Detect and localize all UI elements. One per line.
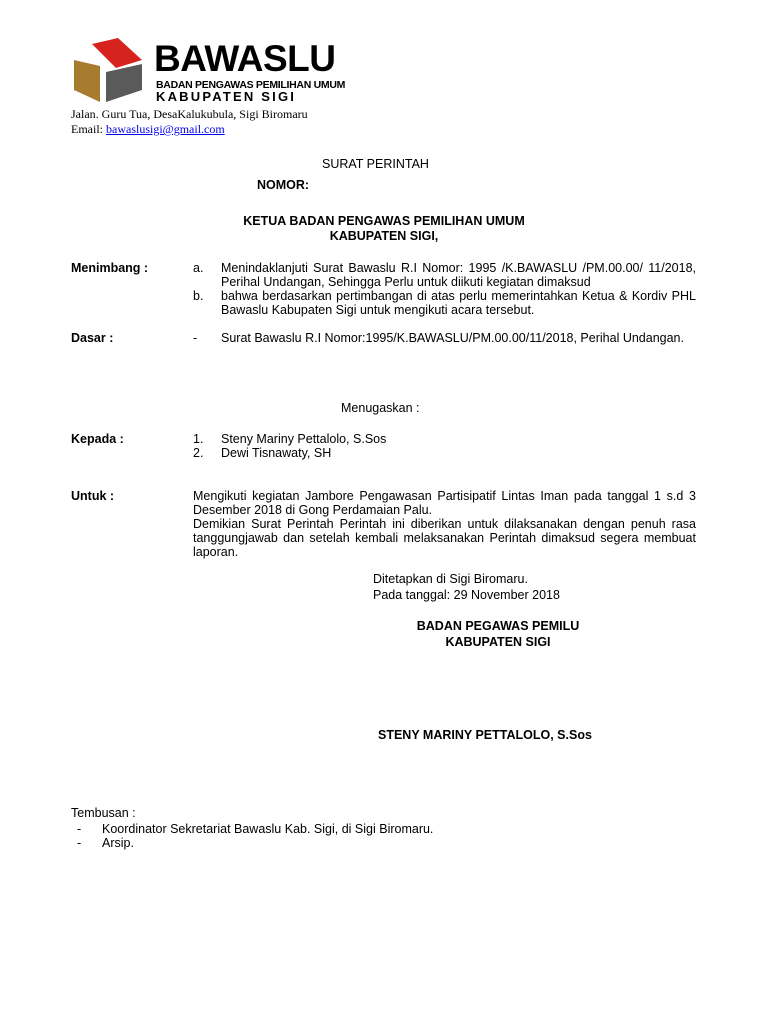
item-text: Menindaklanjuti Surat Bawaslu R.I Nomor: 1995 /K.BAWASLU /PM.00.00/ 11/2018, Perihal Undangan, Sehingga Perlu untuk diikuti kegiatan dimaksud — [221, 261, 696, 289]
menimbang-list — [193, 261, 696, 317]
item-marker: - — [77, 836, 82, 850]
logo-gray-right — [106, 64, 142, 102]
signatory-name: STENY MARINY PETTALOLO, S.Sos — [378, 728, 592, 742]
tembusan-label: Tembusan : — [71, 806, 136, 820]
email-line — [71, 122, 225, 137]
letterhead — [70, 38, 370, 104]
list-item — [193, 432, 696, 446]
untuk-label: Untuk : — [71, 489, 115, 503]
signature-date: Pada tanggal: 29 November 2018 — [373, 588, 560, 602]
item-marker: - — [77, 822, 82, 836]
item-text: Steny Mariny Pettalolo, S.Sos — [221, 432, 387, 446]
item-text: Arsip. — [102, 836, 134, 850]
logo-region: KABUPATEN SIGI — [156, 89, 297, 104]
issuer-line-2: KABUPATEN SIGI, — [329, 229, 439, 243]
list-item — [71, 836, 591, 850]
menugaskan-heading: Menugaskan : — [341, 401, 420, 415]
untuk-body — [193, 489, 696, 559]
list-item — [193, 446, 696, 460]
kepada-label: Kepada : — [71, 432, 124, 446]
list-item — [193, 289, 696, 317]
item-marker: 2. — [193, 446, 204, 460]
item-marker: - — [193, 331, 198, 345]
letter-number: NOMOR: — [257, 178, 310, 192]
kepada-list — [193, 432, 696, 460]
item-text: Dewi Tisnawaty, SH — [221, 446, 332, 460]
dasar-label: Dasar : — [71, 331, 114, 345]
logo-title: BAWASLU — [154, 38, 336, 79]
signature-org-line-1: BADAN PEGAWAS PEMILU — [416, 619, 580, 633]
list-item — [71, 822, 591, 836]
item-text: bahwa berdasarkan pertimbangan di atas perlu memerintahkan Ketua & Kordiv PHL Bawaslu Kabupaten Sigi untuk mengikuti acara tersebut. — [221, 289, 696, 317]
email-link[interactable]: bawaslusigi@gmail.com — [106, 122, 225, 136]
signature-place: Ditetapkan di Sigi Biromaru. — [373, 572, 528, 586]
logo-red-shape — [92, 38, 142, 68]
item-text: Koordinator Sekretariat Bawaslu Kab. Sigi, di Sigi Biromaru. — [102, 822, 434, 836]
signature-org-line-2: KABUPATEN SIGI — [445, 635, 551, 649]
list-item — [193, 261, 696, 289]
logo-subtitle: BADAN PENGAWAS PEMILIHAN UMUM — [156, 79, 346, 91]
item-marker: b. — [193, 289, 204, 303]
item-marker: a. — [193, 261, 204, 275]
issuer-line-1: KETUA BADAN PENGAWAS PEMILIHAN UMUM — [243, 214, 525, 228]
item-marker: 1. — [193, 432, 204, 446]
email-label: Email: — [71, 122, 106, 136]
letter-title: SURAT PERINTAH — [322, 157, 429, 171]
tembusan-list — [71, 822, 591, 850]
menimbang-label: Menimbang : — [71, 261, 149, 275]
address: Jalan. Guru Tua, DesaKalukubula, Sigi Biromaru — [71, 107, 308, 121]
list-item — [193, 331, 696, 345]
untuk-paragraph-2: Demikian Surat Perintah Perintah ini diberikan untuk dilaksanakan dengan penuh rasa tanggungjawab dan setelah kembali melaksanakan Perintah dimaksud segera membuat laporan. — [193, 517, 696, 559]
bawaslu-logo-icon — [70, 38, 144, 104]
item-text: Surat Bawaslu R.I Nomor:1995/K.BAWASLU/PM.00.00/11/2018, Perihal Undangan. — [221, 331, 684, 345]
dasar-list — [193, 331, 696, 345]
logo-gold-left — [74, 60, 100, 102]
untuk-paragraph-1: Mengikuti kegiatan Jambore Pengawasan Partisipatif Lintas Iman pada tanggal 1 s.d 3 Desember 2018 di Gong Perdamaian Palu. — [193, 489, 696, 517]
